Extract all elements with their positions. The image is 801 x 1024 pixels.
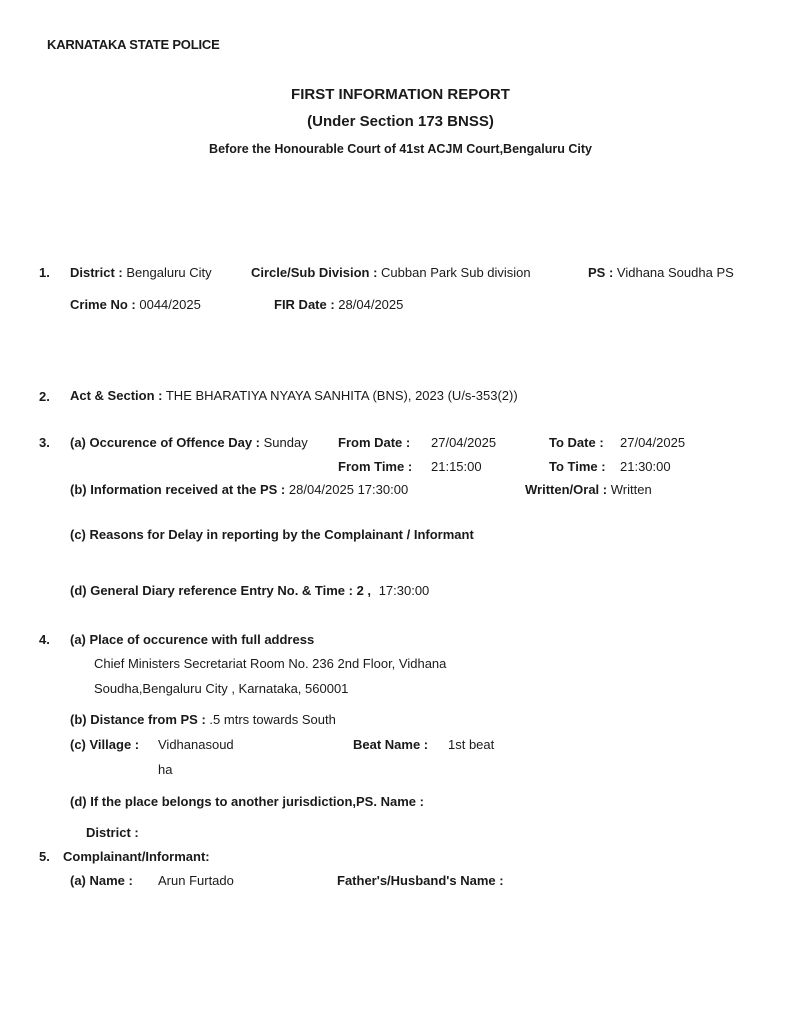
ps-field [588, 265, 734, 280]
crime-no-value: 0044/2025 [139, 297, 201, 312]
ps-value: Vidhana Soudha PS [616, 265, 734, 280]
address-line-1: Chief Ministers Secretariat Room No. 236 2nd Floor, Vidhana [94, 656, 447, 671]
village-value-line-1: Vidhanasoud [158, 737, 234, 752]
general-diary-entry: 2 , [356, 583, 372, 598]
beat-name-label: Beat Name : [353, 737, 429, 752]
to-date-label: To Date : [549, 435, 604, 450]
from-date-label: From Date : [338, 435, 411, 450]
ps-label: PS : [588, 265, 614, 280]
document-title: FIRST INFORMATION REPORT [291, 86, 510, 103]
address-line-2: Soudha,Bengaluru City , Karnataka, 560001 [94, 681, 349, 696]
to-time-label: To Time : [549, 459, 606, 474]
circle-value: Cubban Park Sub division [381, 265, 531, 280]
fir-date-value: 28/04/2025 [338, 297, 404, 312]
from-date-value: 27/04/2025 [431, 435, 497, 450]
district-label: District : [70, 265, 123, 280]
offence-day-value: Sunday [263, 435, 308, 450]
village-label: (c) Village : [70, 737, 140, 752]
written-oral-value: Written [610, 482, 652, 497]
delay-reasons-label: (c) Reasons for Delay in reporting by the Complainant / Informant [70, 527, 474, 542]
section-2-number: 2. [39, 389, 50, 404]
place-of-occurence-label: (a) Place of occurence with full address [70, 632, 315, 647]
general-diary-time: 17:30:00 [378, 583, 430, 598]
organization-name: KARNATAKA STATE POLICE [47, 37, 220, 52]
offence-day-label: (a) Occurence of Offence Day : [70, 435, 260, 450]
circle-label: Circle/Sub Division : [251, 265, 378, 280]
beat-name-value: 1st beat [448, 737, 495, 752]
district-field [70, 265, 212, 280]
info-received-value: 28/04/2025 17:30:00 [288, 482, 409, 497]
to-date-value: 27/04/2025 [620, 435, 686, 450]
section-3-number: 3. [39, 435, 50, 450]
section-4-number: 4. [39, 632, 50, 647]
fir-date-label: FIR Date : [274, 297, 335, 312]
fir-date-field [274, 297, 403, 312]
other-jurisdiction-label: (d) If the place belongs to another jurisdiction,PS. Name : [70, 794, 424, 809]
from-time-value: 21:15:00 [431, 459, 482, 474]
circle-field [251, 265, 531, 280]
district-value: Bengaluru City [126, 265, 212, 280]
court-line: Before the Honourable Court of 41st ACJM Court,Bengaluru City [209, 142, 592, 156]
act-section-value: THE BHARATIYA NYAYA SANHITA (BNS), 2023 (U/s-353(2)) [165, 388, 518, 403]
from-time-label: From Time : [338, 459, 413, 474]
section-5-number: 5. [39, 849, 50, 864]
info-received-label: (b) Information received at the PS : [70, 482, 286, 497]
complainant-name-label: (a) Name : [70, 873, 133, 888]
complainant-label: Complainant/Informant: [63, 849, 210, 864]
village-value-line-2: ha [158, 762, 173, 777]
to-time-value: 21:30:00 [620, 459, 671, 474]
written-oral-label: Written/Oral : [525, 482, 608, 497]
jurisdiction-district-label: District : [86, 825, 139, 840]
section-1-number: 1. [39, 265, 50, 280]
document-subtitle: (Under Section 173 BNSS) [307, 113, 494, 130]
distance-label: (b) Distance from PS : [70, 712, 206, 727]
written-oral-field [525, 482, 652, 497]
act-section-field [70, 388, 518, 403]
general-diary-label: (d) General Diary reference Entry No. & Time : [70, 583, 353, 598]
complainant-name-value: Arun Furtado [158, 873, 234, 888]
crime-no-field [70, 297, 201, 312]
crime-no-label: Crime No : [70, 297, 136, 312]
father-husband-name-label: Father's/Husband's Name : [337, 873, 504, 888]
general-diary-field [70, 583, 429, 598]
distance-value: .5 mtrs towards South [209, 712, 336, 727]
info-received-field [70, 482, 408, 497]
distance-field [70, 712, 336, 727]
offence-day-field [70, 435, 308, 450]
act-section-label: Act & Section : [70, 388, 163, 403]
